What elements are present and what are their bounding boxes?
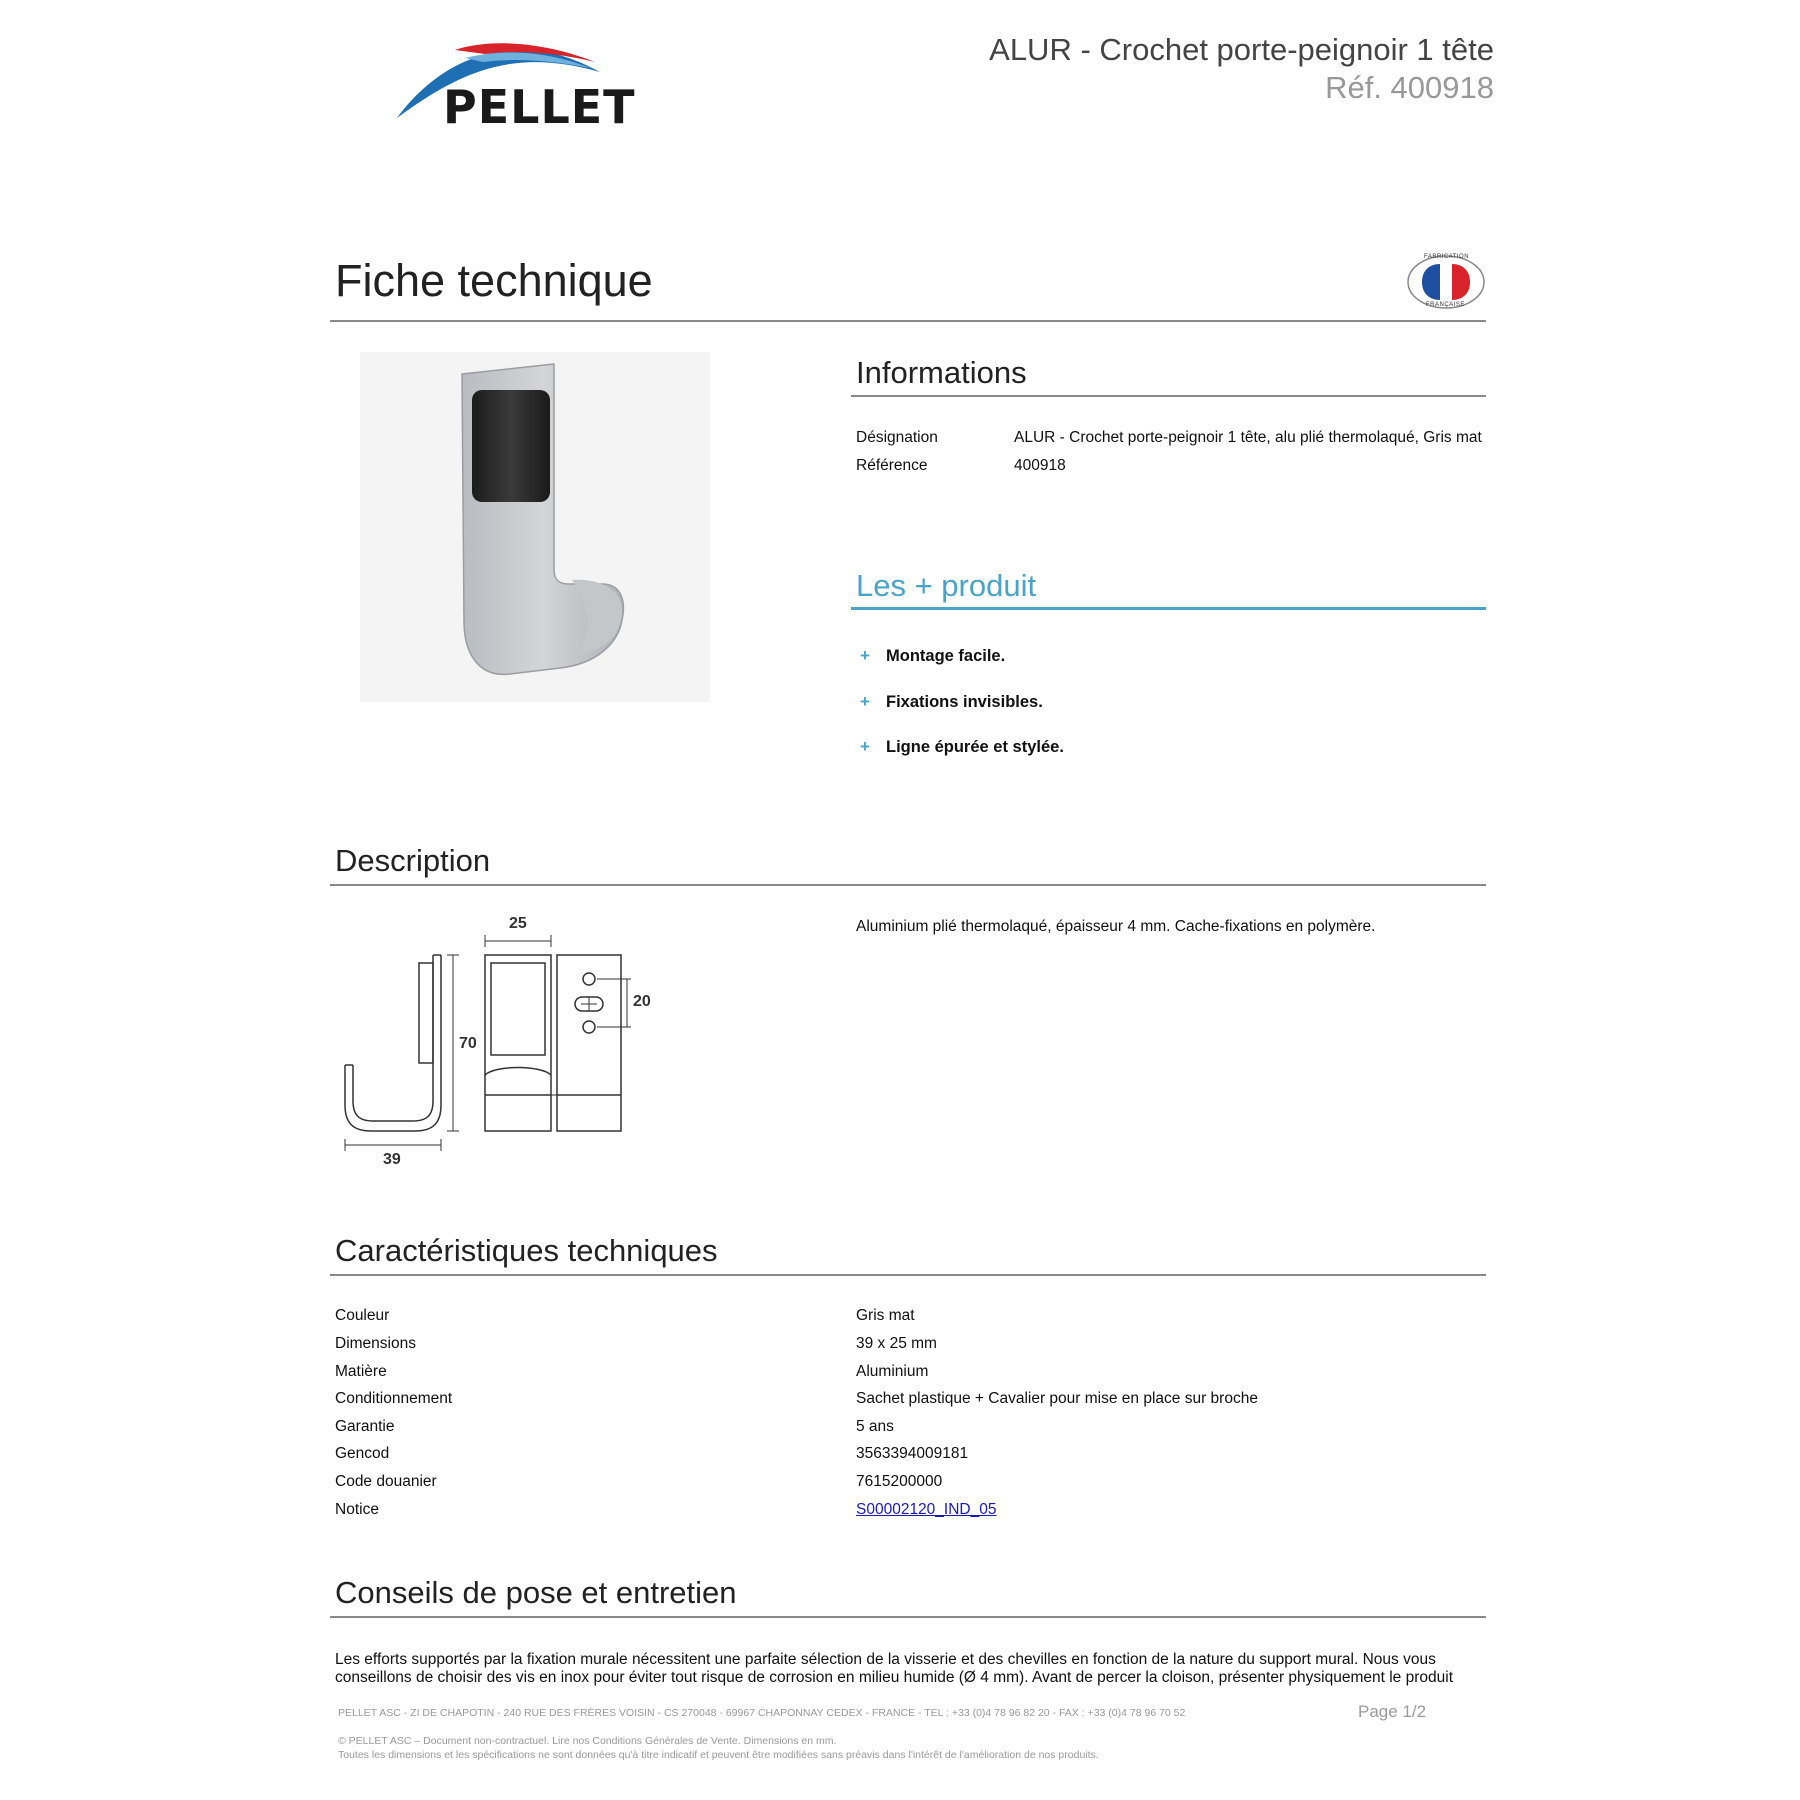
plus-icon: + — [860, 737, 870, 756]
spec-label-couleur: Couleur — [335, 1307, 390, 1324]
spec-label-garantie: Garantie — [335, 1418, 395, 1435]
dim-spacing-label: 20 — [633, 993, 651, 1010]
spec-value-gencod: 3563394009181 — [856, 1445, 969, 1462]
specs-rule — [330, 1274, 1486, 1276]
spec-label-notice: Notice — [335, 1501, 379, 1518]
spec-value-dimensions: 39 x 25 mm — [856, 1335, 937, 1352]
spec-value-conditionnement: Sachet plastique + Cavalier pour mise en place sur broche — [856, 1390, 1258, 1407]
technical-drawing — [335, 915, 665, 1175]
dim-height-label: 70 — [459, 1035, 477, 1052]
spec-label-conditionnement: Conditionnement — [335, 1390, 453, 1407]
conseils-heading: Conseils de pose et entretien — [335, 1575, 737, 1610]
spec-value-code-douanier: 7615200000 — [856, 1473, 943, 1490]
fabrication-francaise-badge — [1406, 254, 1486, 310]
description-heading: Description — [335, 843, 491, 878]
spec-value-matiere: Aluminium — [856, 1363, 929, 1380]
notice-link[interactable]: S00002120_IND_05 — [856, 1501, 997, 1518]
description-rule — [330, 884, 1486, 886]
spec-label-matiere: Matière — [335, 1363, 387, 1380]
dim-width-label: 25 — [509, 915, 527, 932]
info-value-reference: 400918 — [1014, 457, 1066, 474]
description-text: Aluminium plié thermolaqué, épaisseur 4 mm. Cache-fixations en polymère. — [856, 918, 1376, 935]
conseils-text-line1: Les efforts supportés par la fixation murale nécessitent une parfaite sélection de la visserie et des chevilles en fonction de la nature du support mural. Nous vous — [335, 1651, 1436, 1668]
spec-value-garantie: 5 ans — [856, 1418, 894, 1435]
spec-label-gencod: Gencod — [335, 1445, 390, 1462]
plus-item — [860, 737, 1064, 757]
informations-rule — [851, 395, 1486, 397]
page-title: Fiche technique — [335, 255, 653, 306]
spec-label-dimensions: Dimensions — [335, 1335, 416, 1352]
product-photo — [360, 352, 710, 702]
plus-item-text: Ligne épurée et stylée. — [886, 738, 1064, 756]
title-rule — [330, 320, 1486, 322]
info-label-reference: Référence — [856, 457, 928, 474]
plus-item-text: Montage facile. — [886, 647, 1006, 665]
dim-depth-label: 39 — [383, 1151, 401, 1168]
brand-logo-text: PELLET — [443, 80, 636, 134]
header-reference: Réf. 400918 — [1325, 70, 1494, 105]
spec-value-couleur: Gris mat — [856, 1307, 915, 1324]
footer-copyright: © PELLET ASC – Document non-contractuel. Lire nos Conditions Générales de Vente. Dimensions en mm. — [338, 1735, 837, 1747]
specs-heading: Caractéristiques techniques — [335, 1233, 718, 1268]
plus-produit-rule — [851, 607, 1486, 610]
plus-produit-heading: Les + produit — [856, 568, 1037, 603]
badge-bottom-text: FRANÇAISE — [1426, 302, 1465, 308]
conseils-text-line2: conseillons de choisir des vis en inox pour éviter tout risque de corrosion en milieu humide (Ø 4 mm). Avant de percer la cloison, présenter physiquement le produit — [335, 1669, 1454, 1686]
info-label-designation: Désignation — [856, 429, 938, 446]
header-title: ALUR - Crochet porte-peignoir 1 tête — [989, 32, 1494, 67]
plus-item-text: Fixations invisibles. — [886, 693, 1043, 711]
footer-address: PELLET ASC - ZI DE CHAPOTIN - 240 RUE DES FRÈRES VOISIN - CS 270048 - 69967 CHAPONNAY CEDEX - FRANCE - TEL : +33 (0)4 78 96 82 20 - FAX : +33 (0)4 78 96 70 52 — [338, 1707, 1186, 1719]
info-value-designation: ALUR - Crochet porte-peignoir 1 tête, alu plié thermolaqué, Gris mat — [1014, 429, 1482, 446]
plus-icon: + — [860, 692, 870, 711]
page-number: Page 1/2 — [1358, 1702, 1427, 1721]
spec-label-code-douanier: Code douanier — [335, 1473, 437, 1490]
footer-disclaimer: Toutes les dimensions et les spécifications ne sont données qu'à titre indicatif et peuvent être modifiées sans préavis dans l'intérêt de l'amélioration de nos produits. — [338, 1749, 1099, 1761]
plus-icon: + — [860, 646, 870, 665]
conseils-rule — [330, 1616, 1486, 1618]
badge-top-text: FABRICATION — [1424, 254, 1470, 260]
plus-item — [860, 646, 1005, 666]
informations-heading: Informations — [856, 355, 1027, 390]
plus-item — [860, 692, 1043, 712]
